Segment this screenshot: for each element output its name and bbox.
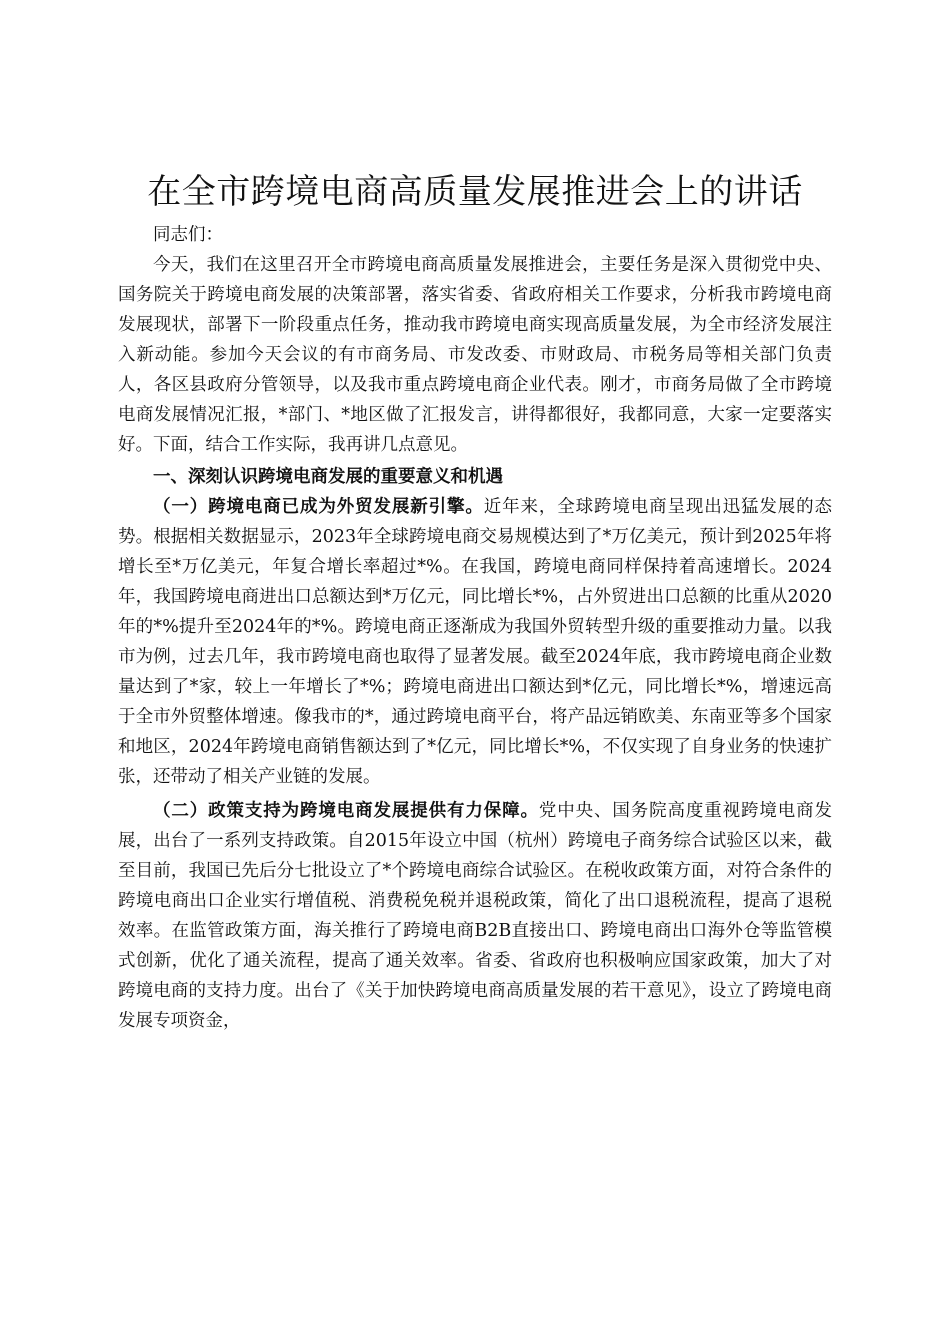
point1-body: 近年来，全球跨境电商呈现出迅猛发展的态势。根据相关数据显示，2023年全球跨境电商交易规模达到了*万亿美元，预计到2025年将增长至*万亿美元，年复合增长率超过*%。在我国，跨境电商同样保持着高速增长。2024年，我国跨境电商进出口总额达到*万亿元，同比增长*%，占外贸进出口总额的比重从2020年的*%提升至2024年的*%。跨境电商正逐渐成为我国外贸转型升级的重要推动力量。以我市为例，过去几年，我市跨境电商也取得了显著发展。截至2024年底，我市跨境电商企业数量达到了*家，较上一年增长了*%；跨境电商进出口额达到*亿元，同比增长*%，增速远高于全市外贸整体增速。像我市的*，通过跨境电商平台，将产品远销欧美、东南亚等多个国家和地区，2024年跨境电商销售额达到了*亿元，同比增长*%，不仅实现了自身业务的快速扩张，还带动了相关产业链的发展。 bbox=[118, 497, 832, 787]
intro-paragraph: 今天，我们在这里召开全市跨境电商高质量发展推进会，主要任务是深入贯彻党中央、国务院关于跨境电商发展的决策部署，落实省委、省政府相关工作要求，分析我市跨境电商发展现状，部署下一阶段重点任务，推动我市跨境电商实现高质量发展，为全市经济发展注入新动能。参加今天会议的有市商务局、市发改委、市财政局、市税务局等相关部门负责人，各区县政府分管领导，以及我市重点跨境电商企业代表。刚才，市商务局做了全市跨境电商发展情况汇报，*部门、*地区做了汇报发言，讲得都很好，我都同意，大家一定要落实好。下面，结合工作实际，我再讲几点意见。 bbox=[118, 255, 832, 455]
point1-lead: （一）跨境电商已成为外贸发展新引擎。 bbox=[153, 497, 484, 517]
section1-point1-paragraph bbox=[118, 492, 832, 792]
section1-point2-paragraph bbox=[118, 796, 832, 1036]
salutation: 同志们： bbox=[153, 225, 223, 245]
document-page bbox=[118, 168, 832, 1036]
point2-lead: （二）政策支持为跨境电商发展提供有力保障。 bbox=[153, 801, 539, 821]
section-heading-1: 一、深刻认识跨境电商发展的重要意义和机遇 bbox=[153, 467, 503, 487]
document-title: 在全市跨境电商高质量发展推进会上的讲话 bbox=[147, 172, 803, 212]
point2-body: 党中央、国务院高度重视跨境电商发展，出台了一系列支持政策。自2015年设立中国（杭州）跨境电子商务综合试验区以来，截至目前，我国已先后分七批设立了*个跨境电商综合试验区。在税收政策方面，对符合条件的跨境电商出口企业实行增值税、消费税免税并退税政策，简化了出口退税流程，提高了退税效率。在监管政策方面，海关推行了跨境电商B2B直接出口、跨境电商出口海外仓等监管模式创新，优化了通关流程，提高了通关效率。省委、省政府也积极响应国家政策，加大了对跨境电商的支持力度。出台了《关于加快跨境电商高质量发展的若干意见》，设立了跨境电商发展专项资金， bbox=[118, 801, 832, 1031]
